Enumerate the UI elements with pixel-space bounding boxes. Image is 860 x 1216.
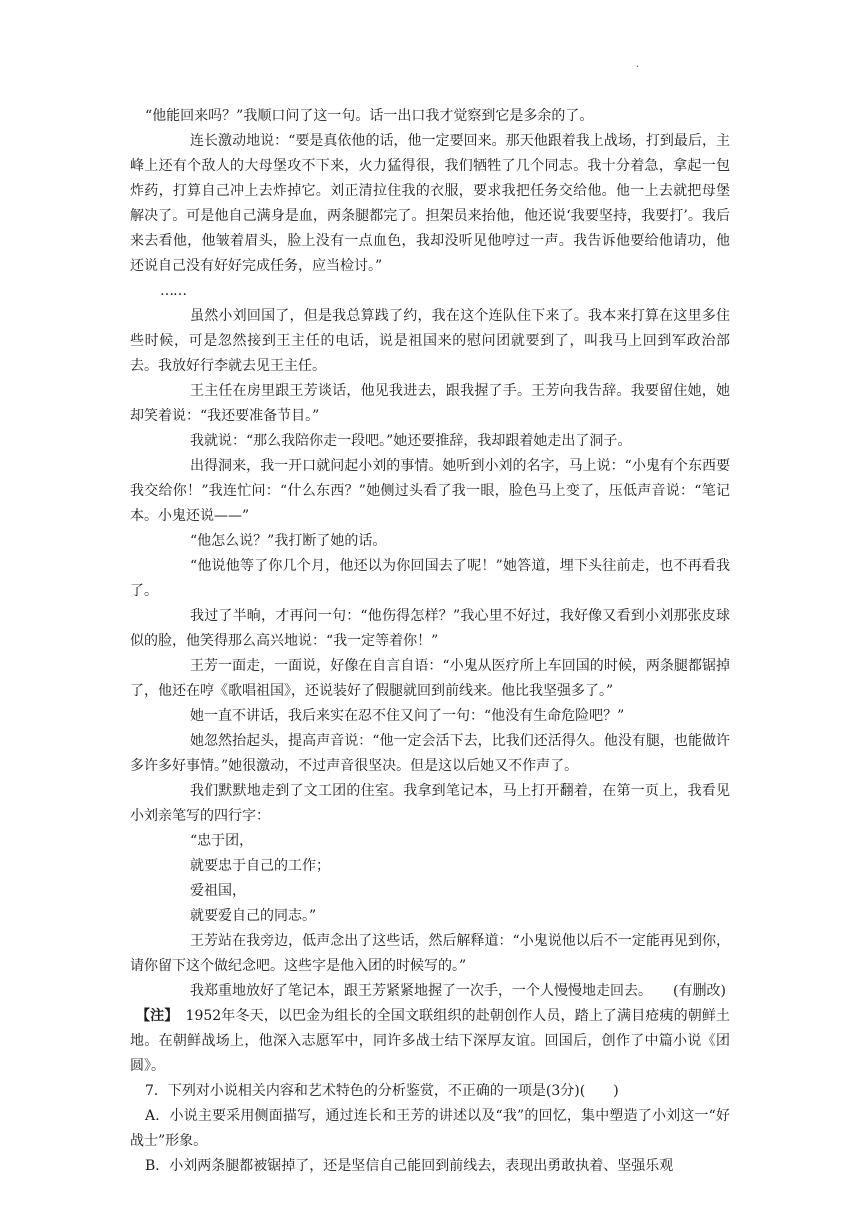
paragraph-9: 我过了半晌，才再问一句：“他伤得怎样？”我心里不好过，我好像又看到小刘那张皮球似的脸，他笑得那么高兴地说：“我一定等着你！” bbox=[130, 608, 730, 649]
note-label: 【注】 bbox=[136, 1008, 172, 1024]
paragraph-1: “他能回来吗？”我顺口问了这一句。话一出口我才觉察到它是多余的了。 bbox=[145, 108, 594, 124]
header-mark: · bbox=[636, 62, 640, 73]
paragraph-5: 我就说：“那么我陪你走一段吧。”她还要推辞，我却跟着她走出了洞子。 bbox=[190, 433, 632, 449]
paragraph-12: 她忽然抬起头，提高声音说：“他一定会活下去，比我们还活得久。他没有腿，也能做许多许多好事情。”她很激动，不过声音很坚决。但是这以后她又不作声了。 bbox=[130, 733, 730, 774]
poem-line-2: 就要忠于自己的工作； bbox=[190, 858, 330, 874]
question-stem: 7．下列对小说相关内容和艺术特色的分析鉴赏，不正确的一项是(3分)( ) bbox=[145, 1083, 619, 1099]
poem-line-3: 爱祖国， bbox=[190, 883, 246, 899]
ellipsis: …… bbox=[160, 283, 186, 299]
paragraph-7: “他怎么说？”我打断了她的话。 bbox=[190, 533, 387, 549]
question-option-a: A．小说主要采用侧面描写，通过连长和王芳的讲述以及“我”的回忆，集中塑造了小刘这一“好战士”形象。 bbox=[130, 1108, 730, 1149]
paragraph-6: 出得洞来，我一开口就问起小刘的事情。她听到小刘的名字，马上说：“小鬼有个东西要我交给你！”我连忙问：“什么东西？”她侧过头看了我一眼，脸色马上变了，压低声音说：“笔记本。小鬼还说——” bbox=[130, 458, 730, 524]
question-option-b: B．小刘两条腿都被锯掉了，还是坚信自己能回到前线去，表现出勇敢执着、坚强乐观 bbox=[145, 1158, 674, 1174]
paragraph-2: 连长激动地说：“要是真依他的话，他一定要回来。那天他跟着我上战场，打到最后，主峰上还有个敌人的大母堡攻不下来，火力猛得很，我们牺牲了几个同志。我十分着急，拿起一包炸药，打算自己冲上去炸掉它。刘正清拉住我的衣服，要求我把任务交给他。他一上去就把母堡解决了。可是他自己满身是血，两条腿都完了。担架员来抬他，他还说‘我要坚持，我要打’。我后来去看他，他皱着眉头，脸上没有一点血色，我却没听见他哼过一声。我告诉他要给他请功，他还说自己没有好好完成任务，应当检讨。” bbox=[130, 133, 730, 274]
poem-line-4: 就要爱自己的同志。” bbox=[190, 908, 317, 924]
paragraph-13: 我们默默地走到了文工团的住室。我拿到笔记本，马上打开翻着，在第一页上，我看见小刘亲笔写的四行字： bbox=[130, 783, 730, 824]
paragraph-4: 王主任在房里跟王芳谈话，他见我进去，跟我握了手。王芳向我告辞。我要留住她，她却笑着说：“我还要准备节目。” bbox=[130, 383, 730, 424]
paragraph-15: 我郑重地放好了笔记本，跟王芳紧紧地握了一次手，一个人慢慢地走回去。 (有删改) bbox=[190, 983, 726, 999]
paragraph-3: 虽然小刘回国了，但是我总算践了约，我在这个连队住下来了。我本来打算在这里多住些时候，可是忽然接到王主任的电话，说是祖国来的慰问团就要到了，叫我马上回到军政治部去。我放好行李就去见王主任。 bbox=[130, 308, 730, 374]
note bbox=[130, 1004, 730, 1079]
poem-line-1: “忠于团， bbox=[190, 833, 254, 849]
paragraph-11: 她一直不讲话，我后来实在忍不住又问了一句：“他没有生命危险吧？” bbox=[190, 708, 625, 724]
note-text: 1952年冬天，以巴金为组长的全国文联组织的赴朝创作人员，踏上了满目疮痍的朝鲜土地。在朝鲜战场上，他深入志愿军中，同许多战士结下深厚友谊。回国后，创作了中篇小说《团圆》。 bbox=[130, 1008, 730, 1074]
document-body bbox=[130, 104, 730, 1179]
paragraph-8: “他说他等了你几个月，他还以为你回国去了呢！”她答道，埋下头往前走，也不再看我了。 bbox=[130, 558, 730, 599]
paragraph-10: 王芳一面走，一面说，好像在自言自语：“小鬼从医疗所上车回国的时候，两条腿都锯掉了，他还在哼《歌唱祖国》，还说装好了假腿就回到前线来。他比我坚强多了。” bbox=[130, 658, 730, 699]
paragraph-14: 王芳站在我旁边，低声念出了这些话，然后解释道：“小鬼说他以后不一定能再见到你，请你留下这个做纪念吧。这些字是他入团的时候写的。” bbox=[130, 933, 730, 974]
